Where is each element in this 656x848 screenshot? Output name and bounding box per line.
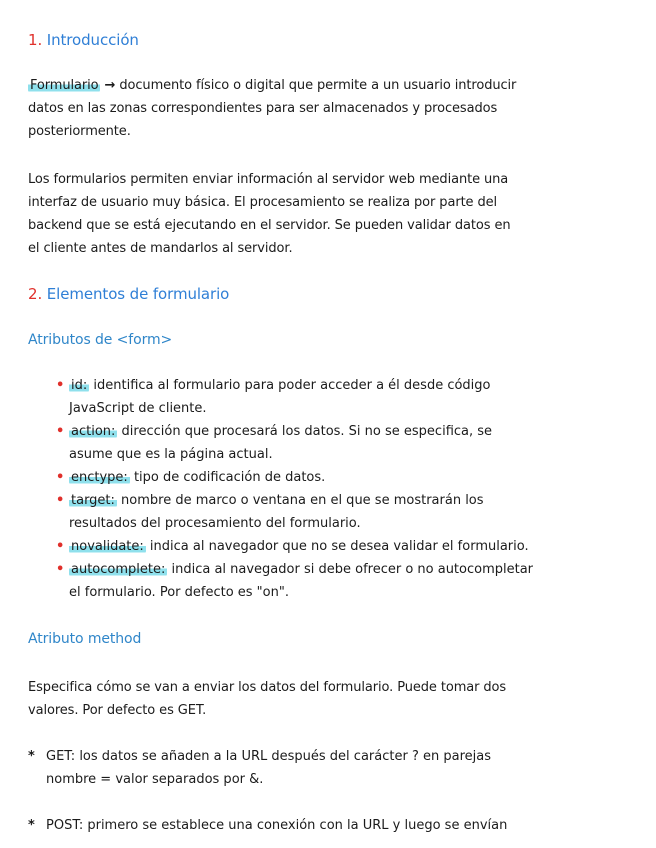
- section-2-title: Elementos de formulario: [46, 285, 230, 303]
- post-text-1: POST: primero se establece una conexión con la URL y luego se envían: [46, 818, 508, 833]
- attr-desc: nombre de marco o ventana en el que se mostrarán los: [116, 493, 484, 508]
- method-p-line-1: Especifica cómo se van a enviar los datos del formulario. Puede tomar dos: [28, 680, 507, 695]
- method-p-line-2: valores. Por defecto es GET.: [28, 703, 207, 718]
- list-item: [56, 374, 656, 420]
- attr-name: id:: [71, 378, 88, 393]
- section-1-title: Introducción: [46, 31, 139, 49]
- intro-paragraph: [28, 168, 643, 260]
- method-heading: Atributo method: [28, 631, 142, 647]
- attr-desc: identifica al formulario para poder acceder a él desde código: [89, 378, 491, 393]
- asterisk-icon: *: [28, 818, 35, 833]
- intro-p2-line-2: interfaz de usuario muy básica. El procesamiento se realiza por parte del: [28, 195, 498, 210]
- section-1-heading: [28, 29, 643, 51]
- attr-desc: indica al navegador que no se desea validar el formulario.: [145, 539, 529, 554]
- bullet-icon: •: [56, 470, 65, 485]
- attr-desc-cont: asume que es la página actual.: [69, 447, 273, 462]
- post-item: [28, 814, 643, 837]
- get-text-2: nombre = valor separados por &.: [46, 772, 264, 787]
- intro-def-line-2: datos en las zonas correspondientes para ser almacenados y procesados: [28, 101, 498, 116]
- bullet-icon: •: [56, 539, 65, 554]
- form-attributes-list: [56, 374, 656, 604]
- get-text-1: GET: los datos se añaden a la URL después del carácter ? en parejas: [46, 749, 491, 764]
- bullet-icon: •: [56, 493, 65, 508]
- attr-name: target:: [71, 493, 115, 508]
- bullet-icon: •: [56, 378, 65, 393]
- attr-desc: tipo de codificación de datos.: [129, 470, 326, 485]
- attr-name: enctype:: [71, 470, 128, 485]
- attr-desc-cont: el formulario. Por defecto es "on".: [69, 585, 289, 600]
- list-item: [56, 420, 656, 466]
- attr-desc: dirección que procesará los datos. Si no se especifica, se: [117, 424, 493, 439]
- intro-p2-line-4: el cliente antes de mandarlos al servidor.: [28, 241, 293, 256]
- attr-desc: indica al navegador si debe ofrecer o no autocompletar: [167, 562, 534, 577]
- intro-definition: [28, 74, 643, 143]
- section-2-number: 2.: [28, 285, 43, 303]
- asterisk-icon: *: [28, 749, 35, 764]
- intro-p2-line-3: backend que se está ejecutando en el servidor. Se pueden validar datos en: [28, 218, 511, 233]
- form-attributes-heading: Atributos de <form>: [28, 332, 173, 348]
- attr-name: action:: [71, 424, 116, 439]
- list-item: [56, 535, 656, 558]
- intro-p2-line-1: Los formularios permiten enviar información al servidor web mediante una: [28, 172, 509, 187]
- bullet-icon: •: [56, 424, 65, 439]
- attr-desc-cont: JavaScript de cliente.: [69, 401, 207, 416]
- intro-def-line-3: posteriormente.: [28, 124, 131, 139]
- attr-name: novalidate:: [71, 539, 144, 554]
- bullet-icon: •: [56, 562, 65, 577]
- section-2-heading: [28, 283, 643, 305]
- term-formulario: Formulario: [30, 78, 99, 93]
- list-item: [56, 558, 656, 604]
- attr-desc-cont: resultados del procesamiento del formulario.: [69, 516, 361, 531]
- intro-def-text-1: documento físico o digital que permite a un usuario introducir: [119, 78, 517, 93]
- arrow-icon: →: [104, 78, 116, 93]
- list-item: [56, 466, 656, 489]
- section-1-number: 1.: [28, 31, 43, 49]
- method-paragraph: [28, 676, 643, 722]
- attr-name: autocomplete:: [71, 562, 166, 577]
- get-item: [28, 745, 643, 791]
- list-item: [56, 489, 656, 535]
- intro-def-line-1: [28, 74, 643, 97]
